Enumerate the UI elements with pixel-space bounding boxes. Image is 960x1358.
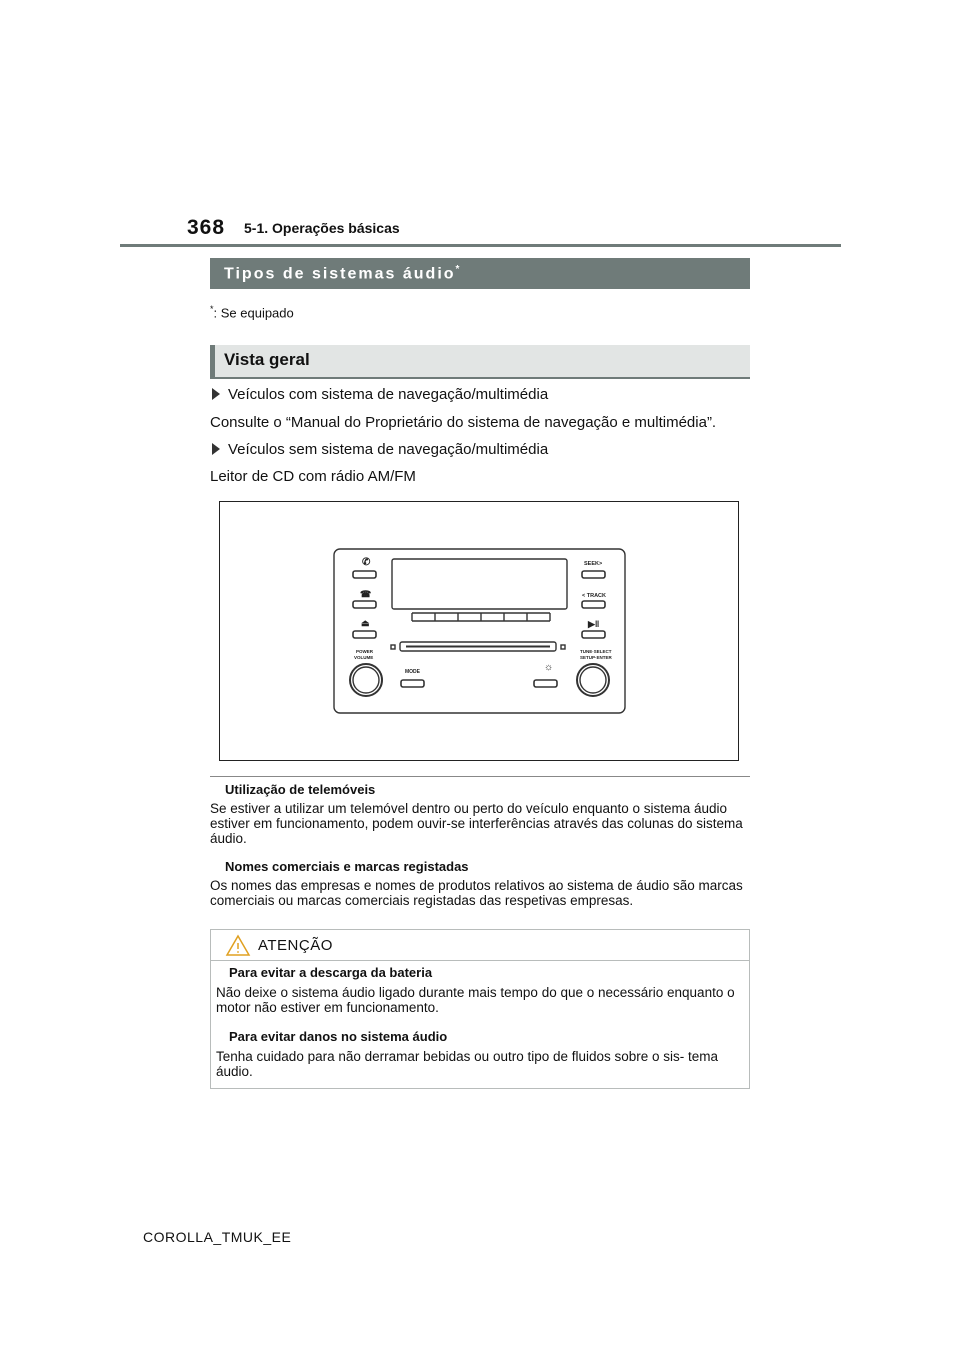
header-rule	[120, 244, 841, 247]
document-code: COROLLA_TMUK_EE	[143, 1229, 292, 1245]
triangle-bullet-icon	[212, 388, 220, 400]
seek-label: SEEK>	[584, 561, 603, 567]
bullet-item: Veículos sem sistema de navegação/multimédia	[212, 441, 548, 458]
subsection-accent	[210, 345, 215, 377]
section-title-bar	[210, 258, 750, 289]
svg-text:▶‖: ▶‖	[588, 619, 600, 629]
footnote: *: Se equipado	[210, 304, 294, 321]
caution-heading: Para evitar a descarga da bateria	[229, 965, 433, 980]
svg-text:✆: ✆	[362, 557, 371, 568]
subsection-bar	[210, 345, 750, 379]
paragraph: Leitor de CD com rádio AM/FM	[210, 468, 416, 485]
section-title: Tipos de sistemas áudio*	[224, 264, 462, 283]
caution-text: Não deixe o sistema áudio ligado durante mais tempo do que o necessário enquanto o motor não estiver em funcionamento.	[216, 985, 735, 1015]
svg-text:⏏: ⏏	[361, 618, 370, 628]
section-reference: 5-1. Operações básicas	[244, 220, 400, 236]
mode-label: MODE	[405, 669, 420, 675]
page-number: 368	[187, 216, 226, 239]
setup-enter-label: SETUP·ENTER	[580, 655, 612, 660]
info-text: Os nomes das empresas e nomes de produtos relativos ao sistema de áudio são marcas comerciais ou marcas comerciais registadas das respetivas empresas.	[210, 878, 743, 908]
subsection-title: Vista geral	[224, 350, 310, 369]
audio-unit-figure	[219, 501, 739, 761]
paragraph: Consulte o “Manual do Proprietário do sistema de navegação e multimédia”.	[210, 414, 717, 431]
volume-label: VOLUME	[354, 655, 374, 660]
caution-title: ATENÇÃO	[258, 937, 333, 954]
info-divider	[210, 776, 750, 777]
caution-header	[211, 930, 749, 961]
svg-text:☼: ☼	[544, 662, 554, 673]
title-footnote-marker: *	[455, 264, 462, 275]
tune-select-label: TUNE·SELECT	[580, 649, 612, 654]
info-heading: Utilização de telemóveis	[225, 782, 376, 797]
track-label: < TRACK	[582, 593, 606, 599]
audio-unit-illustration	[220, 502, 738, 760]
triangle-bullet-icon	[212, 443, 220, 455]
info-heading: Nomes comerciais e marcas registadas	[225, 859, 469, 874]
bullet-item: Veículos com sistema de navegação/multimédia	[212, 386, 548, 403]
caution-box	[210, 929, 750, 1089]
svg-text:☎: ☎	[360, 589, 372, 599]
power-label: POWER	[356, 649, 374, 654]
info-text: Se estiver a utilizar um telemóvel dentro ou perto do veículo enquanto o sistema áudio estiver em funcionamento, podem ouvir-se interferências através das colunas do sistema áudio.	[210, 801, 743, 846]
caution-heading: Para evitar danos no sistema áudio	[229, 1029, 448, 1044]
caution-text: Tenha cuidado para não derramar bebidas ou outro tipo de fluidos sobre o sis- tema áudio.	[216, 1049, 719, 1079]
warning-icon	[225, 934, 251, 957]
